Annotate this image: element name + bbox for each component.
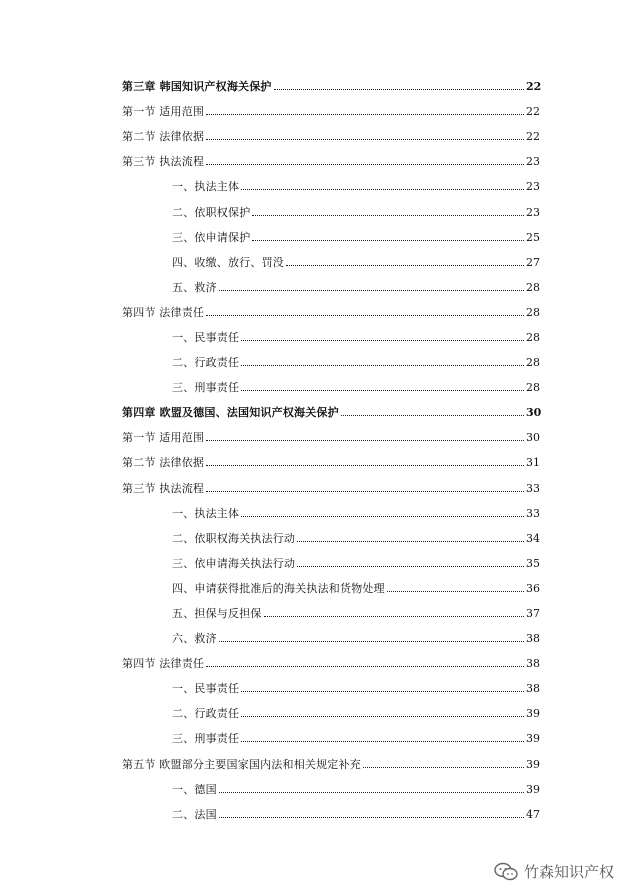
toc-entry-sub[interactable]	[122, 777, 540, 802]
toc-leader-dots	[297, 566, 524, 567]
toc-entry-page: 38	[526, 657, 540, 671]
toc-entry-label: 三、刑事责任	[172, 732, 240, 746]
toc-entry-page: 22	[526, 105, 540, 119]
toc-entry-label: 第五节 欧盟部分主要国家国内法和相关规定补充	[122, 757, 361, 771]
watermark-text: 竹森知识产权	[523, 863, 614, 881]
toc-entry-label: 二、依职权海关执法行动	[172, 531, 296, 545]
toc-entry-label: 六、救济	[172, 632, 217, 646]
toc-entry-page: 30	[526, 406, 542, 420]
toc-entry-sub[interactable]	[122, 601, 540, 626]
toc-entry-sub[interactable]	[122, 626, 540, 651]
toc-leader-dots	[341, 415, 524, 416]
toc-entry-section[interactable]	[122, 425, 540, 450]
toc-entry-page: 33	[526, 506, 540, 520]
toc-entry-label: 第一节 适用范围	[122, 431, 205, 445]
toc-entry-section[interactable]	[122, 300, 540, 325]
toc-entry-section[interactable]	[122, 476, 540, 501]
toc-entry-page: 31	[526, 456, 540, 470]
toc-entry-sub[interactable]	[122, 701, 540, 726]
toc-entry-page: 23	[526, 205, 540, 219]
toc-entry-label: 二、依职权保护	[172, 205, 251, 219]
toc-leader-dots	[241, 340, 524, 341]
toc-entry-label: 一、民事责任	[172, 330, 240, 344]
toc-entry-sub[interactable]	[122, 726, 540, 751]
toc-entry-page: 39	[526, 732, 540, 746]
toc-entry-page: 23	[526, 155, 540, 169]
toc-entry-page: 28	[526, 305, 540, 319]
toc-entry-sub[interactable]	[122, 576, 540, 601]
toc-leader-dots	[206, 465, 524, 466]
toc-leader-dots	[219, 817, 524, 818]
toc-leader-dots	[206, 440, 524, 441]
toc-leader-dots	[241, 716, 524, 717]
toc-entry-sub[interactable]	[122, 551, 540, 576]
toc-entry-page: 38	[526, 682, 540, 696]
toc-leader-dots	[274, 89, 524, 90]
toc-leader-dots	[241, 691, 524, 692]
toc-leader-dots	[206, 666, 524, 667]
toc-entry-sub[interactable]	[122, 225, 540, 250]
toc-entry-section[interactable]	[122, 651, 540, 676]
watermark	[494, 861, 614, 882]
toc-entry-label: 一、民事责任	[172, 682, 240, 696]
toc-entry-page: 27	[526, 255, 540, 269]
toc-leader-dots	[363, 767, 524, 768]
toc-entry-sub[interactable]	[122, 802, 540, 827]
toc-entry-label: 第四章 欧盟及德国、法国知识产权海关保护	[122, 406, 339, 420]
toc-entry-page: 35	[526, 556, 540, 570]
toc-entry-label: 一、德国	[172, 782, 217, 796]
toc-entry-page: 36	[526, 581, 540, 595]
toc-entry-label: 二、行政责任	[172, 707, 240, 721]
toc-leader-dots	[387, 591, 524, 592]
toc-entry-label: 第四节 法律责任	[122, 657, 205, 671]
toc-leader-dots	[219, 792, 524, 793]
toc-entry-label: 一、执法主体	[172, 506, 240, 520]
toc-entry-page: 28	[526, 356, 540, 370]
toc-entry-sub[interactable]	[122, 375, 540, 400]
table-of-contents	[122, 74, 540, 827]
toc-leader-dots	[241, 516, 524, 517]
toc-entry-label: 第一节 适用范围	[122, 105, 205, 119]
toc-leader-dots	[264, 616, 524, 617]
toc-entry-section[interactable]	[122, 149, 540, 174]
toc-entry-label: 三、刑事责任	[172, 381, 240, 395]
toc-entry-section[interactable]	[122, 99, 540, 124]
toc-leader-dots	[241, 741, 524, 742]
toc-leader-dots	[206, 139, 524, 140]
toc-leader-dots	[206, 164, 524, 165]
toc-entry-label: 四、收缴、放行、罚没	[172, 255, 284, 269]
toc-entry-page: 30	[526, 431, 540, 445]
toc-leader-dots	[219, 641, 524, 642]
toc-entry-sub[interactable]	[122, 174, 540, 199]
toc-entry-sub[interactable]	[122, 350, 540, 375]
toc-entry-label: 第四节 法律责任	[122, 305, 205, 319]
toc-entry-page: 23	[526, 180, 540, 194]
toc-entry-sub[interactable]	[122, 199, 540, 224]
toc-entry-label: 第三章 韩国知识产权海关保护	[122, 80, 272, 94]
toc-entry-label: 五、救济	[172, 280, 217, 294]
toc-leader-dots	[241, 365, 524, 366]
toc-entry-page: 39	[526, 782, 540, 796]
wechat-icon	[494, 862, 518, 882]
toc-entry-sub[interactable]	[122, 250, 540, 275]
toc-entry-chapter[interactable]	[122, 74, 540, 99]
toc-entry-label: 三、依申请海关执法行动	[172, 556, 296, 570]
toc-entry-section[interactable]	[122, 124, 540, 149]
toc-entry-page: 39	[526, 707, 540, 721]
toc-entry-section[interactable]	[122, 450, 540, 475]
toc-entry-label: 二、法国	[172, 807, 217, 821]
toc-entry-page: 38	[526, 632, 540, 646]
toc-entry-label: 第三节 执法流程	[122, 155, 205, 169]
toc-leader-dots	[297, 541, 524, 542]
toc-entry-label: 一、执法主体	[172, 180, 240, 194]
toc-entry-sub[interactable]	[122, 526, 540, 551]
toc-entry-page: 22	[526, 130, 540, 144]
toc-leader-dots	[241, 390, 524, 391]
toc-leader-dots	[252, 240, 524, 241]
toc-entry-page: 47	[526, 807, 540, 821]
toc-entry-page: 28	[526, 381, 540, 395]
toc-entry-page: 28	[526, 330, 540, 344]
toc-entry-sub[interactable]	[122, 325, 540, 350]
toc-entry-section[interactable]	[122, 752, 540, 777]
toc-leader-dots	[219, 290, 524, 291]
toc-entry-sub[interactable]	[122, 501, 540, 526]
toc-entry-page: 37	[526, 607, 540, 621]
toc-leader-dots	[252, 215, 524, 216]
toc-entry-page: 28	[526, 280, 540, 294]
toc-entry-chapter[interactable]	[122, 400, 540, 425]
toc-entry-label: 第三节 执法流程	[122, 481, 205, 495]
toc-entry-label: 二、行政责任	[172, 356, 240, 370]
toc-entry-page: 33	[526, 481, 540, 495]
toc-leader-dots	[206, 491, 524, 492]
toc-entry-page: 34	[526, 531, 540, 545]
toc-entry-page: 39	[526, 757, 540, 771]
toc-entry-sub[interactable]	[122, 275, 540, 300]
toc-entry-sub[interactable]	[122, 676, 540, 701]
toc-entry-label: 四、申请获得批准后的海关执法和货物处理	[172, 581, 385, 595]
toc-leader-dots	[241, 189, 524, 190]
toc-entry-label: 五、担保与反担保	[172, 607, 262, 621]
toc-entry-label: 第二节 法律依据	[122, 130, 205, 144]
toc-leader-dots	[206, 114, 524, 115]
toc-leader-dots	[206, 315, 524, 316]
toc-entry-label: 第二节 法律依据	[122, 456, 205, 470]
toc-entry-label: 三、依申请保护	[172, 230, 251, 244]
toc-leader-dots	[286, 265, 524, 266]
toc-entry-page: 25	[526, 230, 540, 244]
toc-entry-page: 22	[526, 80, 542, 94]
